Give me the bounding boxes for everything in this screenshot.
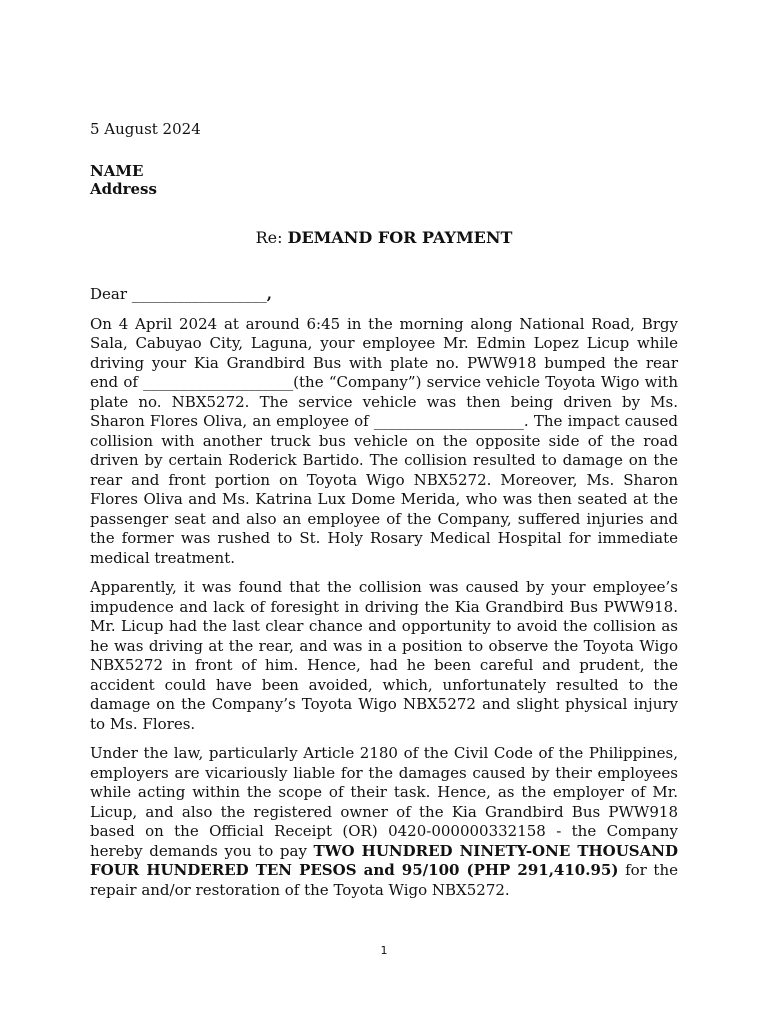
paragraph-incident: On 4 April 2024 at around 6:45 in the morning along National Road, Brgy Sala, Cabuyao City, Laguna, your employee Mr. Edmin Lopez Licup while driving your Kia Grandbird Bus with plate no. PWW918 bumped the rear end of ____________________(the “Company”) service vehicle Toyota Wigo with plate no. NBX5272. The service vehicle was then being driven by Ms. Sharon Flores Oliva, an employee of ____________________. The impact caused collision with another truck bus vehicle on the opposite side of the road driven by certain Roderick Bartido. The collision resulted to damage on the rear and front portion on Toyota Wigo NBX5272. Moreover, Ms. Sharon Flores Oliva and Ms. Katrina Lux Dome Merida, who was then seated at the passenger seat and also an employee of the Company, suffered injuries and the former was rushed to St. Holy Rosary Medical Hospital for immediate medical treatment. xyxy=(90,314,678,567)
letter-page xyxy=(90,120,678,910)
subject-prefix: Re: xyxy=(255,227,288,247)
letter-date: 5 August 2024 xyxy=(90,120,201,138)
salutation-text: Dear __________________ xyxy=(90,285,267,303)
demand-text-end: for the repair and/or restoration of the Toyota Wigo NBX5272. xyxy=(90,861,678,899)
paragraph-negligence: Apparently, it was found that the collision was caused by your employee’s impudence and lack of foresight in driving the Kia Grandbird Bus PWW918. Mr. Licup had the last clear chance and opportunity to avoid the collision as he was driving at the rear, and was in a position to observe the Toyota Wigo NBX5272 in front of him. Hence, had he been careful and prudent, the accident could have been avoided, which, unfortunately resulted to the damage on the Company’s Toyota Wigo NBX5272 and slight physical injury to Ms. Flores. xyxy=(90,578,678,733)
recipient-name: NAME xyxy=(90,161,144,180)
subject-title: DEMAND FOR PAYMENT xyxy=(287,227,513,247)
page-number: 1 xyxy=(380,944,388,957)
recipient-block xyxy=(90,162,678,198)
salutation-comma: , xyxy=(266,285,273,303)
demand-amount: TWO HUNDRED NINETY-ONE THOUSAND FOUR HUNDERED TEN PESOS and 95/100 (PHP 291,410.95) xyxy=(90,841,678,879)
salutation xyxy=(90,285,678,305)
demand-text-start: Under the law, particularly Article 2180 of the Civil Code of the Philippines, employers are vicariously liable for the damages caused by their employees while acting within the scope of their task. Hence, as the employer of Mr. Licup, and also the registered owner of the Kia Grandbird Bus PWW918 based on the Official Receipt (OR) 0420-000000332158 - the Company hereby demands you to pay xyxy=(90,744,678,860)
subject-line xyxy=(90,228,678,248)
recipient-address: Address xyxy=(90,179,157,198)
paragraph-demand xyxy=(90,744,678,900)
